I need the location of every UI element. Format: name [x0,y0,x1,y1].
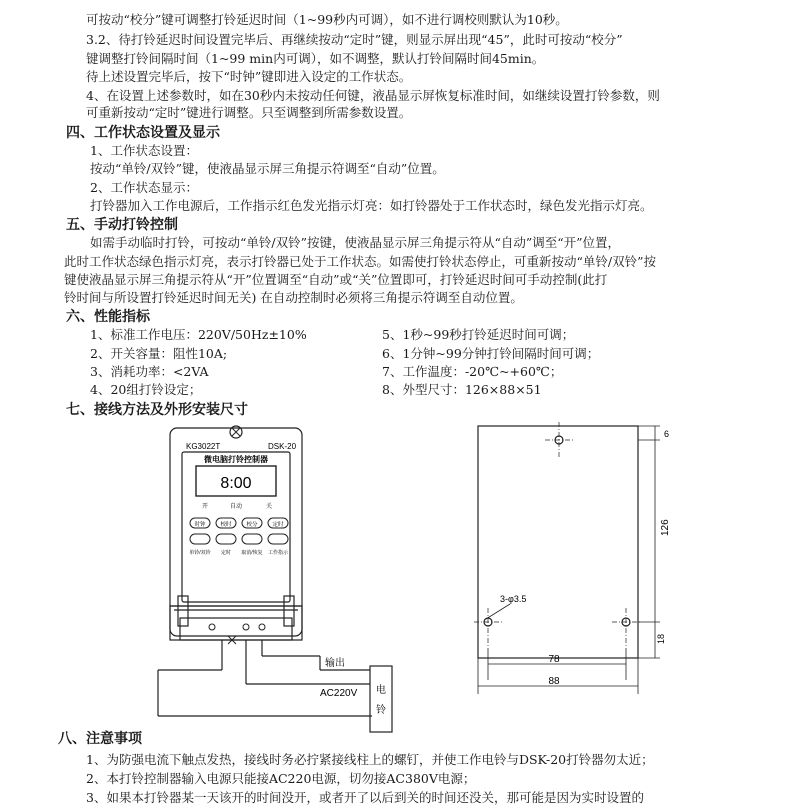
spec-item: 4、20组打铃设定； [90,382,202,397]
bell-char: 电 [376,685,386,696]
lcd-label: 自动 [230,504,243,510]
dim-outer: 88 [548,676,560,687]
output-label: 输出 [325,658,345,669]
section8-line: 3、如果本打铃器某一天该开的时间没开，或者开了以后到关的时间还没关，那可能是因为实时设置的 [86,790,644,805]
spec-item: 6、1分钟~99分钟打铃间隔时间可调； [382,346,600,361]
intro-line: 可重新按动“定时”键进行调整。只至调整到所需参数设置。 [86,105,412,120]
spec-item: 8、外型尺寸：126×88×51 [382,382,542,397]
intro-line: 3.2、待打铃延迟时间设置完毕后、再继续按动“定时”键，则显示屏出现“45”，此时可按动“校分” [86,32,623,47]
button-label: 校分 [246,522,258,528]
dim-top: 6 [664,429,670,439]
spec-item: 7、工作温度：-20℃~+60℃； [382,364,563,379]
section-heading-5: 五、手动打铃控制 [66,217,178,233]
spec-item: 3、消耗功率：<2VA [90,364,209,379]
sub-label: 单铃/双铃 [189,550,211,556]
dim-inner: 78 [548,654,560,665]
mounting-drawing [450,418,700,698]
section5-line: 键使液晶显示屏三角提示符从“开”位置调至“自动”或“关”位置即可，打铃延迟时间可手动控制(此打 [64,272,608,287]
intro-line: 4、在设置上述参数时，如在30秒内未按动任何键，液晶显示屏恢复标准时间，如继续设置打铃参数，则 [86,88,660,103]
device-model-right: DSK-20 [268,442,297,451]
intro-line: 可按动“校分”键可调整打铃延迟时间（1~99秒内可调），如不进行调校则默认为10秒。 [86,12,568,27]
spec-item: 2、开关容量：阻性10A; [90,346,228,361]
device-name: 微电脑打铃控制器 [204,455,268,464]
section8-line: 1、为防强电流下触点发热，接线时务必拧紧接线柱上的螺钉，并使工作电铃与DSK-20打铃器勿太近； [86,752,654,767]
lcd-label: 关 [266,504,273,510]
dim-bottom: 18 [656,633,666,644]
intro-line: 待上述设置完毕后，按下“时钟”键即进入设定的工作状态。 [86,69,412,84]
power-label: AC220V [320,688,358,699]
button-label: 时钟 [194,522,206,528]
spec-item: 5、1秒~99秒打铃延迟时间可调； [382,327,575,342]
section5-line: 铃时间与所设置打铃延迟时间无关) 在自动控制时必须将三角提示符调至自动位置。 [64,290,523,305]
section-heading-7: 七、接线方法及外形安装尺寸 [66,402,248,418]
button-label: 校时 [220,522,232,528]
sub-label: 取消/恢复 [241,550,263,556]
section-heading-4: 四、工作状态设置及显示 [66,125,220,141]
sub-label: 工作指示 [267,550,289,556]
section-heading-8: 八、注意事项 [58,731,142,747]
section4-line: 1、工作状态设置： [90,143,198,158]
section5-line: 如需手动临时打铃，可按动“单铃/双铃”按键，使液晶显示屏三角提示符从“自动”调至“开”位置， [90,235,621,250]
section4-line: 打铃器加入工作电源后，工作指示红色发光指示灯亮：如打铃器处于工作状态时，绿色发光指示灯亮。 [90,198,653,213]
lcd-time: 8:00 [220,475,252,492]
button-label: 定时 [272,522,284,528]
dim-height: 126 [660,519,671,536]
sub-label: 定时 [220,550,232,556]
device-model-left: KG3022T [186,442,221,451]
spec-item: 1、标准工作电压：220V/50Hz±10% [90,327,307,342]
intro-line: 键调整打铃间隔时间（1~99 min内可调），如不调整，默认打铃间隔时间45min。 [86,51,545,66]
hole-label: 3-φ3.5 [500,594,527,604]
wiring-diagram [150,418,410,733]
section8-line: 2、本打铃控制器输入电源只能接AC220电源，切勿接AC380V电源； [86,771,476,786]
section4-line: 2、工作状态显示： [90,180,198,195]
section4-line: 按动“单铃/双铃”键，使液晶显示屏三角提示符调至“自动”位置。 [90,161,445,176]
section5-line: 此时工作状态绿色指示灯亮，表示打铃器已处于工作状态。如需使打铃状态停止，可重新按动“单铃/双铃”按 [64,254,656,269]
section-heading-6: 六、性能指标 [66,309,150,325]
bell-char: 铃 [376,705,386,716]
lcd-label: 开 [202,504,209,510]
